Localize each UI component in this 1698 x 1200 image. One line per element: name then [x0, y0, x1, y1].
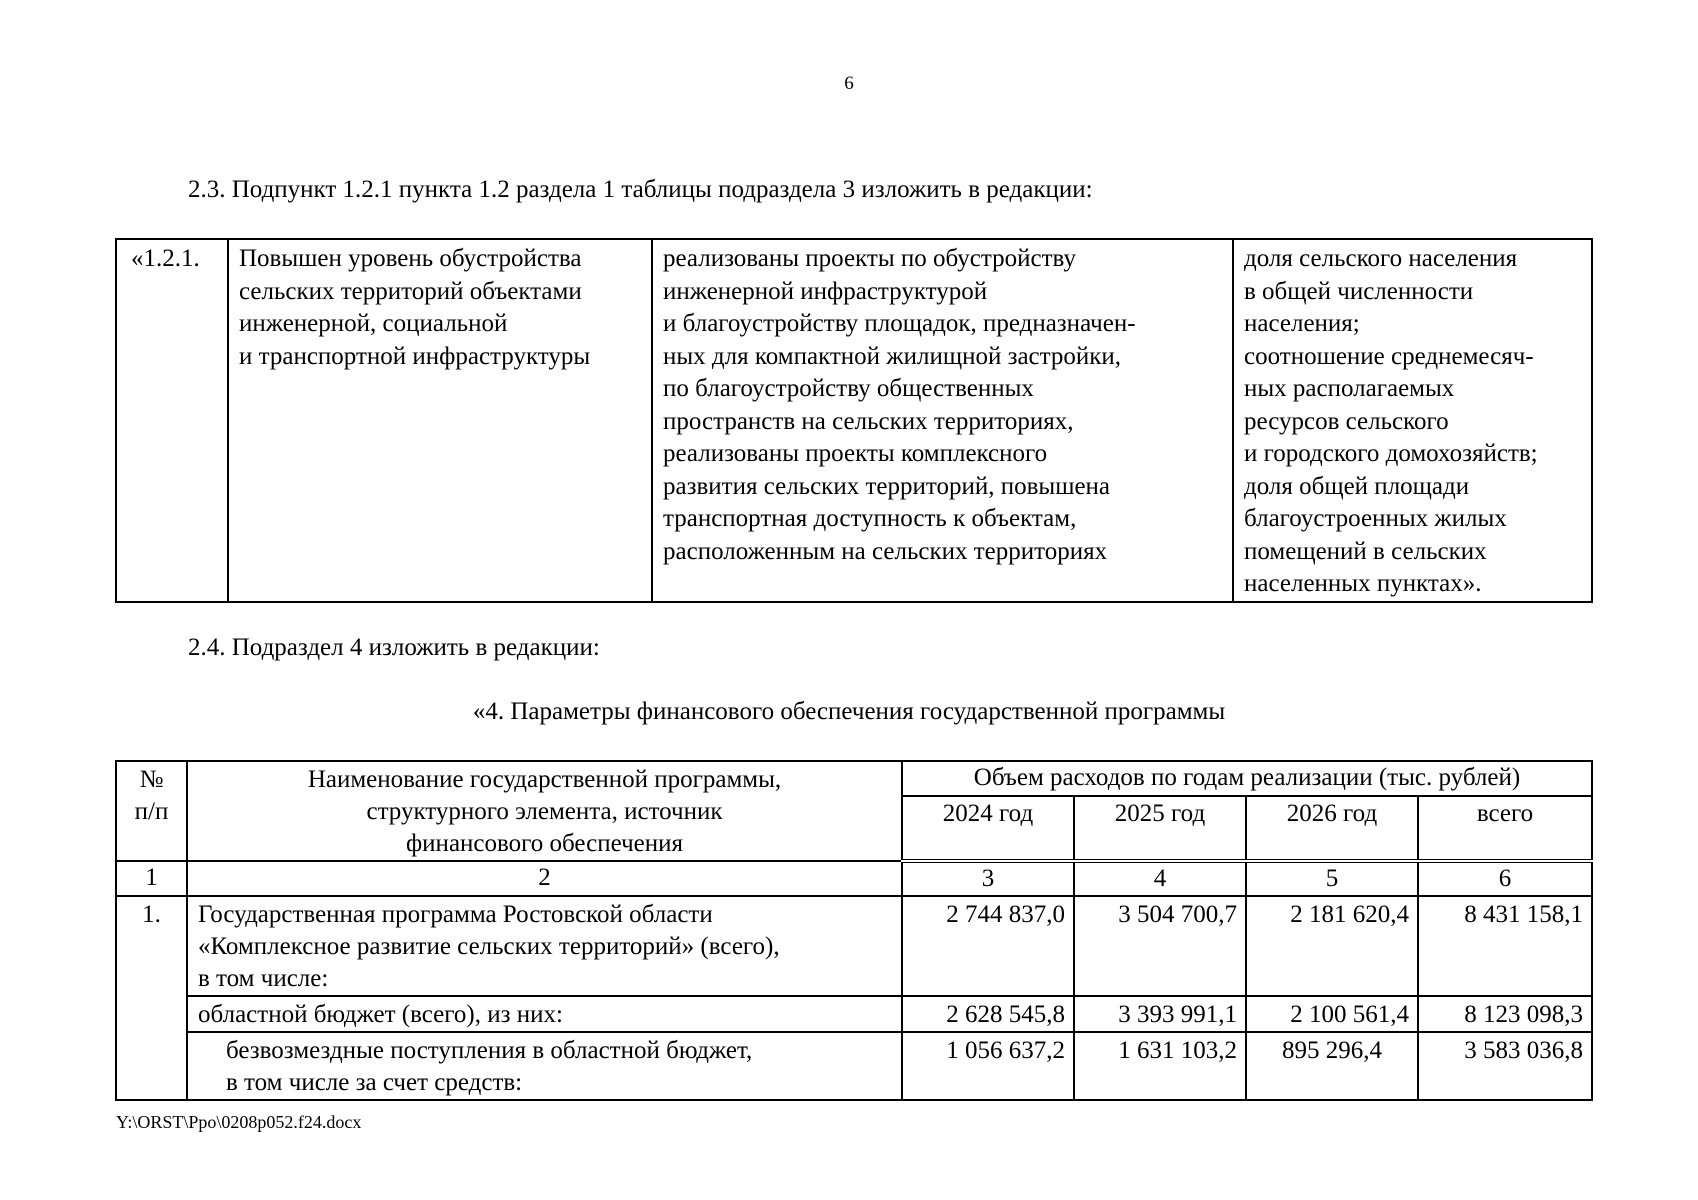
measures-table	[115, 238, 1593, 603]
value-cell: 8 123 098,3	[1418, 996, 1592, 1032]
header-total: всего	[1418, 796, 1592, 861]
header-number-cell	[116, 761, 187, 861]
header-year-2024: 2024 год	[902, 796, 1074, 861]
program-name-line: в том числе:	[198, 965, 329, 992]
description-line: расположенным на сельских территориях	[663, 537, 1108, 565]
value-cell: 1 631 103,2	[1074, 1032, 1246, 1100]
value-cell: 3 504 700,7	[1074, 896, 1246, 996]
finance-table	[115, 760, 1593, 1101]
source-name-line: областной бюджет (всего), из них:	[198, 1001, 563, 1028]
program-name-cell	[187, 896, 902, 996]
measure-number-cell	[116, 239, 228, 602]
column-number: 1	[116, 861, 187, 896]
table-header-row	[116, 761, 1592, 796]
indicator-line: ресурсов сельского	[1244, 407, 1449, 435]
description-line: транспортная доступность к объектам,	[663, 505, 1077, 532]
header-name-line: финансового обеспечения	[405, 830, 684, 857]
description-line: пространств на сельских территориях,	[663, 407, 1074, 435]
description-line: ных для компактной жилищной застройки,	[663, 342, 1122, 370]
indicator-line: помещений в сельских	[1244, 537, 1487, 565]
description-line: развития сельских территорий, повышена	[663, 472, 1111, 500]
indicator-line: и городского домохозяйств;	[1244, 440, 1538, 467]
value-cell: 2 744 837,0	[902, 896, 1074, 996]
indicator-line: благоустроенных жилых	[1244, 505, 1507, 532]
column-number: 4	[1074, 861, 1246, 896]
measure-description-cell	[652, 239, 1233, 602]
table-row	[116, 896, 1592, 996]
indicator-line: соотношение среднемесяч-	[1244, 342, 1534, 370]
section-2-4-heading: 2.4. Подраздел 4 изложить в редакции:	[188, 634, 600, 661]
table-row	[116, 996, 1592, 1032]
indicator-line: населения;	[1244, 310, 1360, 337]
indicator-line: в общей численности	[1244, 277, 1474, 305]
header-number-line: п/п	[134, 798, 169, 825]
description-line: и благоустройству площадок, предназначен-	[663, 310, 1136, 337]
indicator-line: населенных пунктах».	[1244, 570, 1482, 597]
column-number: 2	[187, 861, 902, 896]
header-year-2025: 2025 год	[1074, 796, 1246, 861]
header-name-cell	[187, 761, 902, 861]
column-number: 6	[1418, 861, 1592, 896]
measure-indicators-cell	[1233, 239, 1592, 602]
value-cell: 3 393 991,1	[1074, 996, 1246, 1032]
value-cell: 3 583 036,8	[1418, 1032, 1592, 1100]
column-numbers-row	[116, 861, 1592, 896]
header-year-2026: 2026 год	[1246, 796, 1418, 861]
page-number: 6	[844, 73, 854, 94]
task-line: сельских территорий объектами	[239, 277, 582, 305]
measure-number: «1.2.1.	[131, 245, 200, 272]
source-name-cell	[187, 1032, 902, 1100]
measure-task-cell	[228, 239, 652, 602]
header-name-line: структурного элемента, источник	[366, 798, 723, 825]
finance-table-title: «4. Параметры финансового обеспечения государственной программы	[472, 698, 1226, 725]
header-name-line: Наименование государственной программы,	[307, 766, 782, 793]
value-cell: 2 181 620,4	[1246, 896, 1418, 996]
value-cell: 1 056 637,2	[902, 1032, 1074, 1100]
indicator-line: ных располагаемых	[1244, 375, 1455, 402]
source-name-line: безвозмездные поступления в областной бюджет,	[226, 1037, 753, 1064]
column-number: 3	[902, 861, 1074, 896]
value-cell: 2 628 545,8	[902, 996, 1074, 1032]
program-name-line: Государственная программа Ростовской области	[198, 901, 713, 928]
source-name-line: в том числе за счет средств:	[226, 1069, 523, 1096]
header-group-cell: Объем расходов по годам реализации (тыс. рублей)	[902, 761, 1592, 796]
source-name-cell	[187, 996, 902, 1032]
description-line: реализованы проекты комплексного	[663, 440, 1048, 467]
description-line: реализованы проекты по обустройству	[663, 245, 1076, 272]
table-row	[116, 239, 1592, 602]
task-line: инженерной, социальной	[239, 310, 508, 337]
indicator-line: доля общей площади	[1244, 472, 1470, 500]
file-path-footer: Y:\ORST\Ppo\0208p052.f24.docx	[116, 1112, 362, 1132]
value-cell: 895 296,4	[1246, 1032, 1418, 1100]
table-row	[116, 1032, 1592, 1100]
header-number-line: №	[139, 766, 164, 793]
section-2-3-heading: 2.3. Подпункт 1.2.1 пункта 1.2 раздела 1 таблицы подраздела 3 изложить в редакции:	[188, 176, 1093, 203]
task-line: и транспортной инфраструктуры	[239, 342, 591, 370]
row-number: 1.	[116, 896, 187, 1100]
indicator-line: доля сельского населения	[1244, 245, 1518, 272]
column-number: 5	[1246, 861, 1418, 896]
description-line: инженерной инфраструктурой	[663, 277, 988, 305]
value-cell: 2 100 561,4	[1246, 996, 1418, 1032]
value-cell: 8 431 158,1	[1418, 896, 1592, 996]
program-name-line: «Комплексное развитие сельских территорий» (всего),	[198, 933, 780, 960]
description-line: по благоустройству общественных	[663, 375, 1034, 402]
task-line: Повышен уровень обустройства	[239, 245, 582, 272]
